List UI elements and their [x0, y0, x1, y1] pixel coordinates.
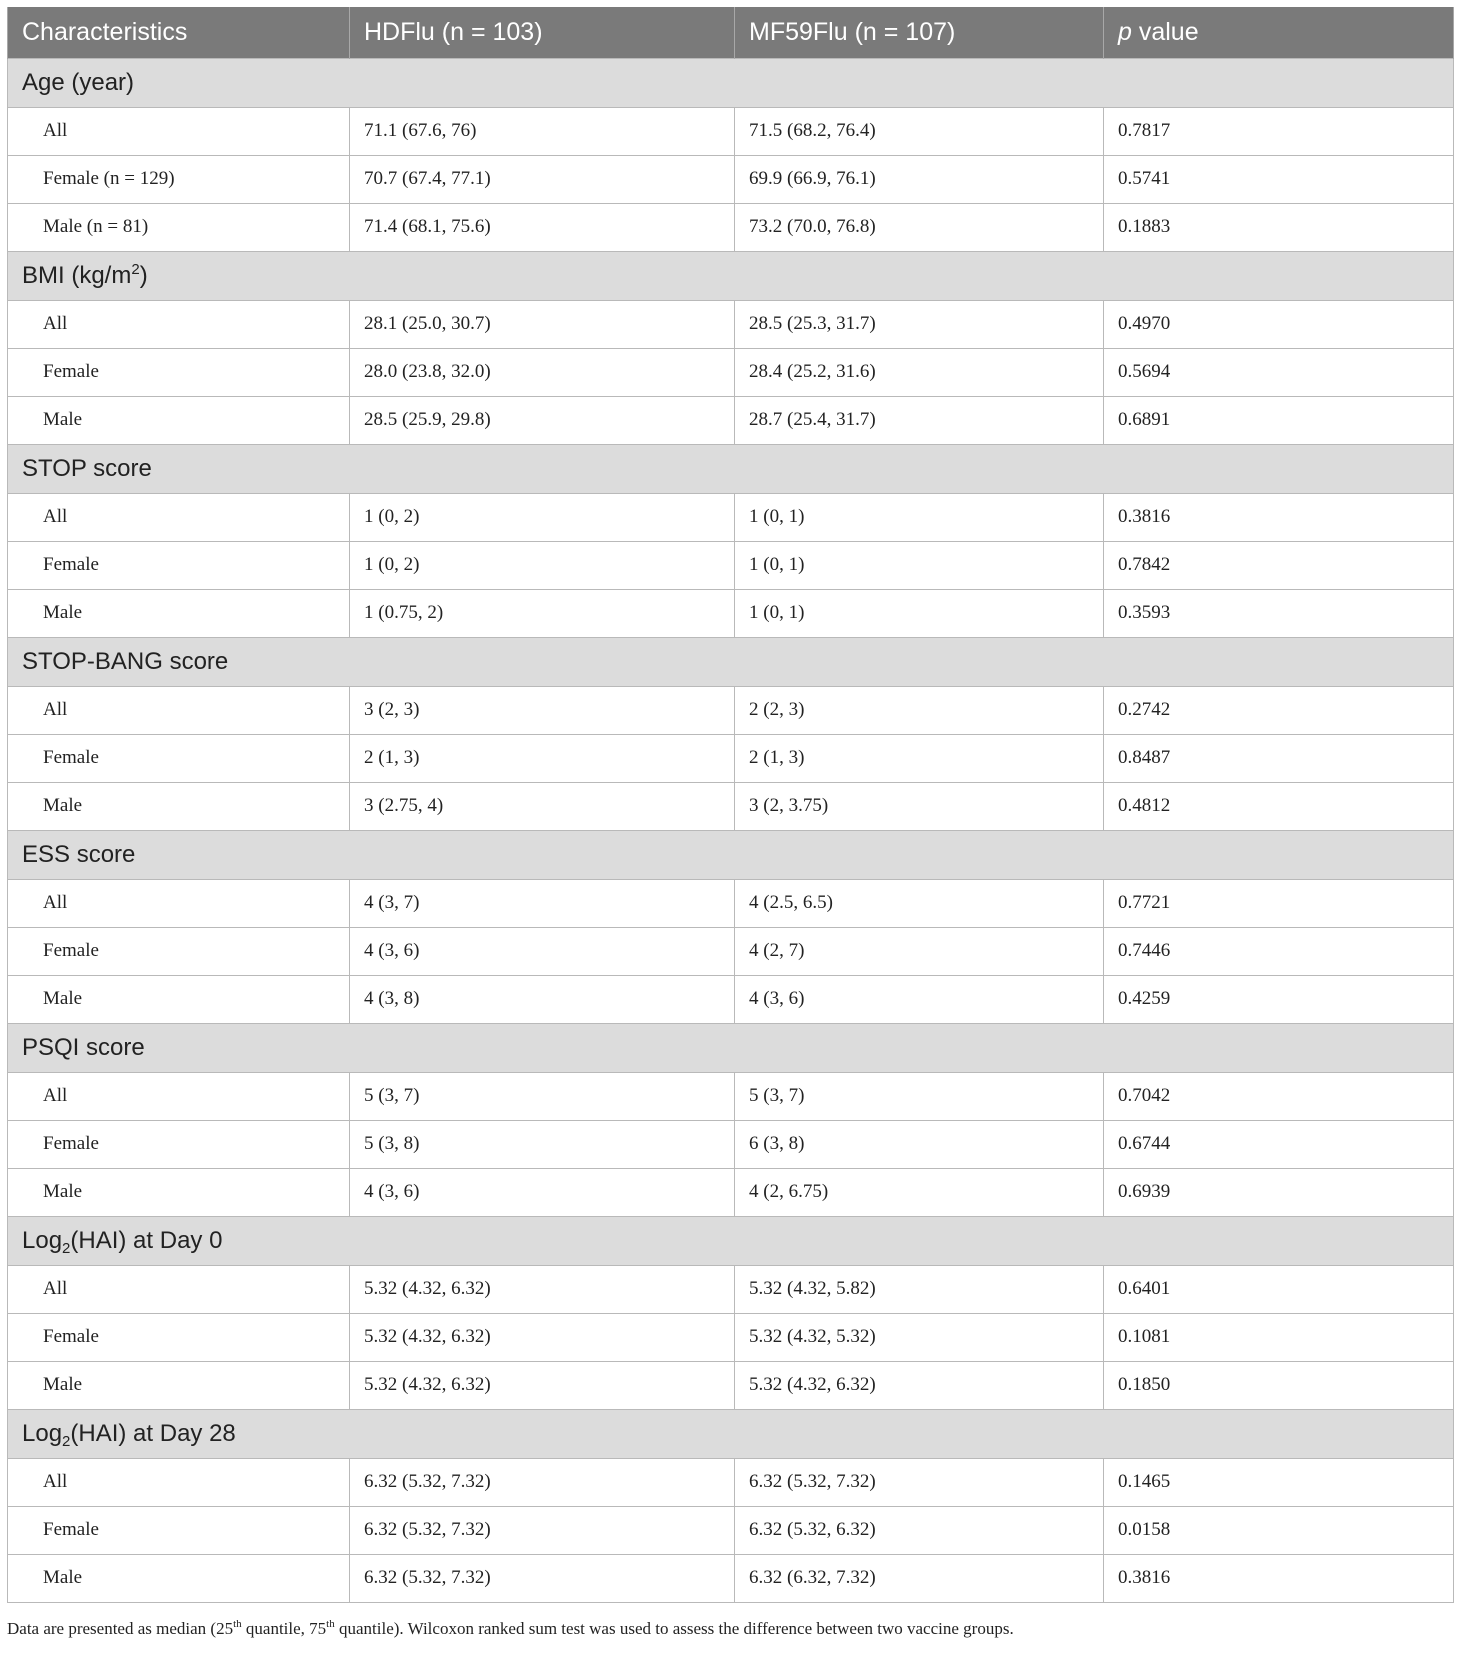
table-row: [8, 1072, 1454, 1120]
hdflu-value: 1 (0, 2): [350, 541, 735, 589]
group-title-post: (HAI) at Day 0: [70, 1226, 223, 1254]
table-row: [8, 1361, 1454, 1409]
p-value: 0.0158: [1104, 1506, 1454, 1554]
hdflu-value: 1 (0.75, 2): [350, 589, 735, 637]
group-title-post: ): [139, 261, 148, 289]
group-title-pre: Log: [22, 1419, 63, 1447]
mf59flu-value: 1 (0, 1): [735, 493, 1104, 541]
row-label: All: [8, 879, 350, 927]
table-row: [8, 879, 1454, 927]
p-value: 0.6401: [1104, 1265, 1454, 1313]
header-hdflu: HDFlu (n = 103): [350, 7, 735, 58]
row-label: Male (n = 81): [8, 203, 350, 251]
p-value: 0.5741: [1104, 155, 1454, 203]
mf59flu-value: 2 (2, 3): [735, 686, 1104, 734]
group-row-ess: [8, 830, 1454, 879]
mf59flu-value: 3 (2, 3.75): [735, 782, 1104, 830]
p-value: 0.2742: [1104, 686, 1454, 734]
p-value: 0.1883: [1104, 203, 1454, 251]
row-label: Female: [8, 1120, 350, 1168]
p-value: 0.1081: [1104, 1313, 1454, 1361]
hdflu-value: 3 (2, 3): [350, 686, 735, 734]
hdflu-value: 28.1 (25.0, 30.7): [350, 300, 735, 348]
table-row: [8, 541, 1454, 589]
group-title: Age (year): [8, 58, 1454, 107]
row-label: Male: [8, 396, 350, 444]
p-value: 0.1465: [1104, 1458, 1454, 1506]
hdflu-value: 5 (3, 7): [350, 1072, 735, 1120]
mf59flu-value: 1 (0, 1): [735, 589, 1104, 637]
table-row: [8, 927, 1454, 975]
header-p-value: [1104, 7, 1454, 58]
table-row: [8, 1506, 1454, 1554]
hdflu-value: 4 (3, 8): [350, 975, 735, 1023]
hdflu-value: 2 (1, 3): [350, 734, 735, 782]
table-row: [8, 396, 1454, 444]
row-label: All: [8, 300, 350, 348]
mf59flu-value: 4 (2.5, 6.5): [735, 879, 1104, 927]
group-title: [8, 1216, 1454, 1265]
table-row: [8, 1120, 1454, 1168]
p-value: 0.8487: [1104, 734, 1454, 782]
group-row-hai-day0: [8, 1216, 1454, 1265]
mf59flu-value: 71.5 (68.2, 76.4): [735, 107, 1104, 155]
row-label: Male: [8, 782, 350, 830]
group-row-psqi: [8, 1023, 1454, 1072]
results-table: [7, 7, 1454, 1603]
row-label: Male: [8, 1168, 350, 1216]
p-value: 0.4812: [1104, 782, 1454, 830]
group-title-post: (HAI) at Day 28: [70, 1419, 236, 1447]
row-label: Male: [8, 975, 350, 1023]
mf59flu-value: 5.32 (4.32, 5.32): [735, 1313, 1104, 1361]
mf59flu-value: 6 (3, 8): [735, 1120, 1104, 1168]
hdflu-value: 28.0 (23.8, 32.0): [350, 348, 735, 396]
group-title-pre: BMI (kg/m: [22, 261, 132, 289]
p-value: 0.7446: [1104, 927, 1454, 975]
p-value: 0.7042: [1104, 1072, 1454, 1120]
group-title: PSQI score: [8, 1023, 1454, 1072]
table-row: [8, 493, 1454, 541]
hdflu-value: 1 (0, 2): [350, 493, 735, 541]
p-value: 0.3593: [1104, 589, 1454, 637]
mf59flu-value: 28.7 (25.4, 31.7): [735, 396, 1104, 444]
table-row: [8, 782, 1454, 830]
hdflu-value: 4 (3, 7): [350, 879, 735, 927]
mf59flu-value: 6.32 (5.32, 6.32): [735, 1506, 1104, 1554]
row-label: All: [8, 493, 350, 541]
footnote-part2: quantile, 75: [241, 1619, 327, 1638]
row-label: Female: [8, 1506, 350, 1554]
mf59flu-value: 5.32 (4.32, 6.32): [735, 1361, 1104, 1409]
footnote-part3: quantile). Wilcoxon ranked sum test was used to assess the difference between two vaccine groups.: [334, 1619, 1014, 1638]
p-value: 0.5694: [1104, 348, 1454, 396]
header-mf59flu: MF59Flu (n = 107): [735, 7, 1104, 58]
mf59flu-value: 6.32 (6.32, 7.32): [735, 1554, 1104, 1602]
table-row: [8, 348, 1454, 396]
mf59flu-value: 1 (0, 1): [735, 541, 1104, 589]
row-label: Female: [8, 348, 350, 396]
row-label: Male: [8, 1554, 350, 1602]
mf59flu-value: 5 (3, 7): [735, 1072, 1104, 1120]
hdflu-value: 70.7 (67.4, 77.1): [350, 155, 735, 203]
row-label: Female (n = 129): [8, 155, 350, 203]
p-value: 0.7817: [1104, 107, 1454, 155]
table-row: [8, 734, 1454, 782]
table-row: [8, 203, 1454, 251]
group-row-age: [8, 58, 1454, 107]
group-title-sub: 2: [62, 1432, 71, 1450]
header-characteristics: Characteristics: [8, 7, 350, 58]
row-label: All: [8, 686, 350, 734]
hdflu-value: 28.5 (25.9, 29.8): [350, 396, 735, 444]
hdflu-value: 4 (3, 6): [350, 1168, 735, 1216]
results-table-container: [7, 7, 1453, 1603]
group-title-sub: 2: [62, 1239, 71, 1257]
p-value: 0.4970: [1104, 300, 1454, 348]
p-value: 0.7721: [1104, 879, 1454, 927]
table-row: [8, 975, 1454, 1023]
group-title: ESS score: [8, 830, 1454, 879]
table-row: [8, 155, 1454, 203]
table-footnote: [7, 1619, 1014, 1639]
footnote-part1: Data are presented as median (25: [7, 1619, 234, 1638]
row-label: All: [8, 1265, 350, 1313]
footnote-sup2: th: [326, 1618, 335, 1630]
row-label: Male: [8, 1361, 350, 1409]
hdflu-value: 5 (3, 8): [350, 1120, 735, 1168]
mf59flu-value: 28.4 (25.2, 31.6): [735, 348, 1104, 396]
hdflu-value: 6.32 (5.32, 7.32): [350, 1458, 735, 1506]
row-label: Female: [8, 734, 350, 782]
mf59flu-value: 5.32 (4.32, 5.82): [735, 1265, 1104, 1313]
row-label: Male: [8, 589, 350, 637]
table-row: [8, 107, 1454, 155]
hdflu-value: 4 (3, 6): [350, 927, 735, 975]
mf59flu-value: 4 (2, 7): [735, 927, 1104, 975]
group-title-sup: 2: [131, 260, 140, 278]
hdflu-value: 71.4 (68.1, 75.6): [350, 203, 735, 251]
header-p-rest: value: [1131, 17, 1199, 46]
hdflu-value: 3 (2.75, 4): [350, 782, 735, 830]
mf59flu-value: 2 (1, 3): [735, 734, 1104, 782]
header-p-italic: p: [1118, 17, 1132, 46]
row-label: Female: [8, 1313, 350, 1361]
hdflu-value: 5.32 (4.32, 6.32): [350, 1265, 735, 1313]
row-label: Female: [8, 541, 350, 589]
table-row: [8, 1168, 1454, 1216]
hdflu-value: 5.32 (4.32, 6.32): [350, 1361, 735, 1409]
mf59flu-value: 4 (3, 6): [735, 975, 1104, 1023]
mf59flu-value: 4 (2, 6.75): [735, 1168, 1104, 1216]
group-row-bmi: [8, 251, 1454, 300]
p-value: 0.3816: [1104, 1554, 1454, 1602]
hdflu-value: 5.32 (4.32, 6.32): [350, 1313, 735, 1361]
p-value: 0.6891: [1104, 396, 1454, 444]
row-label: Female: [8, 927, 350, 975]
p-value: 0.6939: [1104, 1168, 1454, 1216]
mf59flu-value: 69.9 (66.9, 76.1): [735, 155, 1104, 203]
row-label: All: [8, 1458, 350, 1506]
group-row-hai-day28: [8, 1409, 1454, 1458]
p-value: 0.1850: [1104, 1361, 1454, 1409]
p-value: 0.7842: [1104, 541, 1454, 589]
table-row: [8, 1265, 1454, 1313]
table-row: [8, 1554, 1454, 1602]
table-row: [8, 300, 1454, 348]
p-value: 0.3816: [1104, 493, 1454, 541]
hdflu-value: 6.32 (5.32, 7.32): [350, 1554, 735, 1602]
group-title: STOP-BANG score: [8, 637, 1454, 686]
row-label: All: [8, 1072, 350, 1120]
p-value: 0.4259: [1104, 975, 1454, 1023]
row-label: All: [8, 107, 350, 155]
group-row-stop-bang: [8, 637, 1454, 686]
hdflu-value: 6.32 (5.32, 7.32): [350, 1506, 735, 1554]
group-title-pre: Log: [22, 1226, 63, 1254]
p-value: 0.6744: [1104, 1120, 1454, 1168]
table-row: [8, 1458, 1454, 1506]
table-header-row: [8, 7, 1454, 58]
group-row-stop: [8, 444, 1454, 493]
group-title: STOP score: [8, 444, 1454, 493]
mf59flu-value: 6.32 (5.32, 7.32): [735, 1458, 1104, 1506]
group-title: [8, 251, 1454, 300]
mf59flu-value: 73.2 (70.0, 76.8): [735, 203, 1104, 251]
hdflu-value: 71.1 (67.6, 76): [350, 107, 735, 155]
footnote-sup1: th: [233, 1618, 242, 1630]
table-row: [8, 589, 1454, 637]
table-row: [8, 686, 1454, 734]
mf59flu-value: 28.5 (25.3, 31.7): [735, 300, 1104, 348]
table-row: [8, 1313, 1454, 1361]
group-title: [8, 1409, 1454, 1458]
